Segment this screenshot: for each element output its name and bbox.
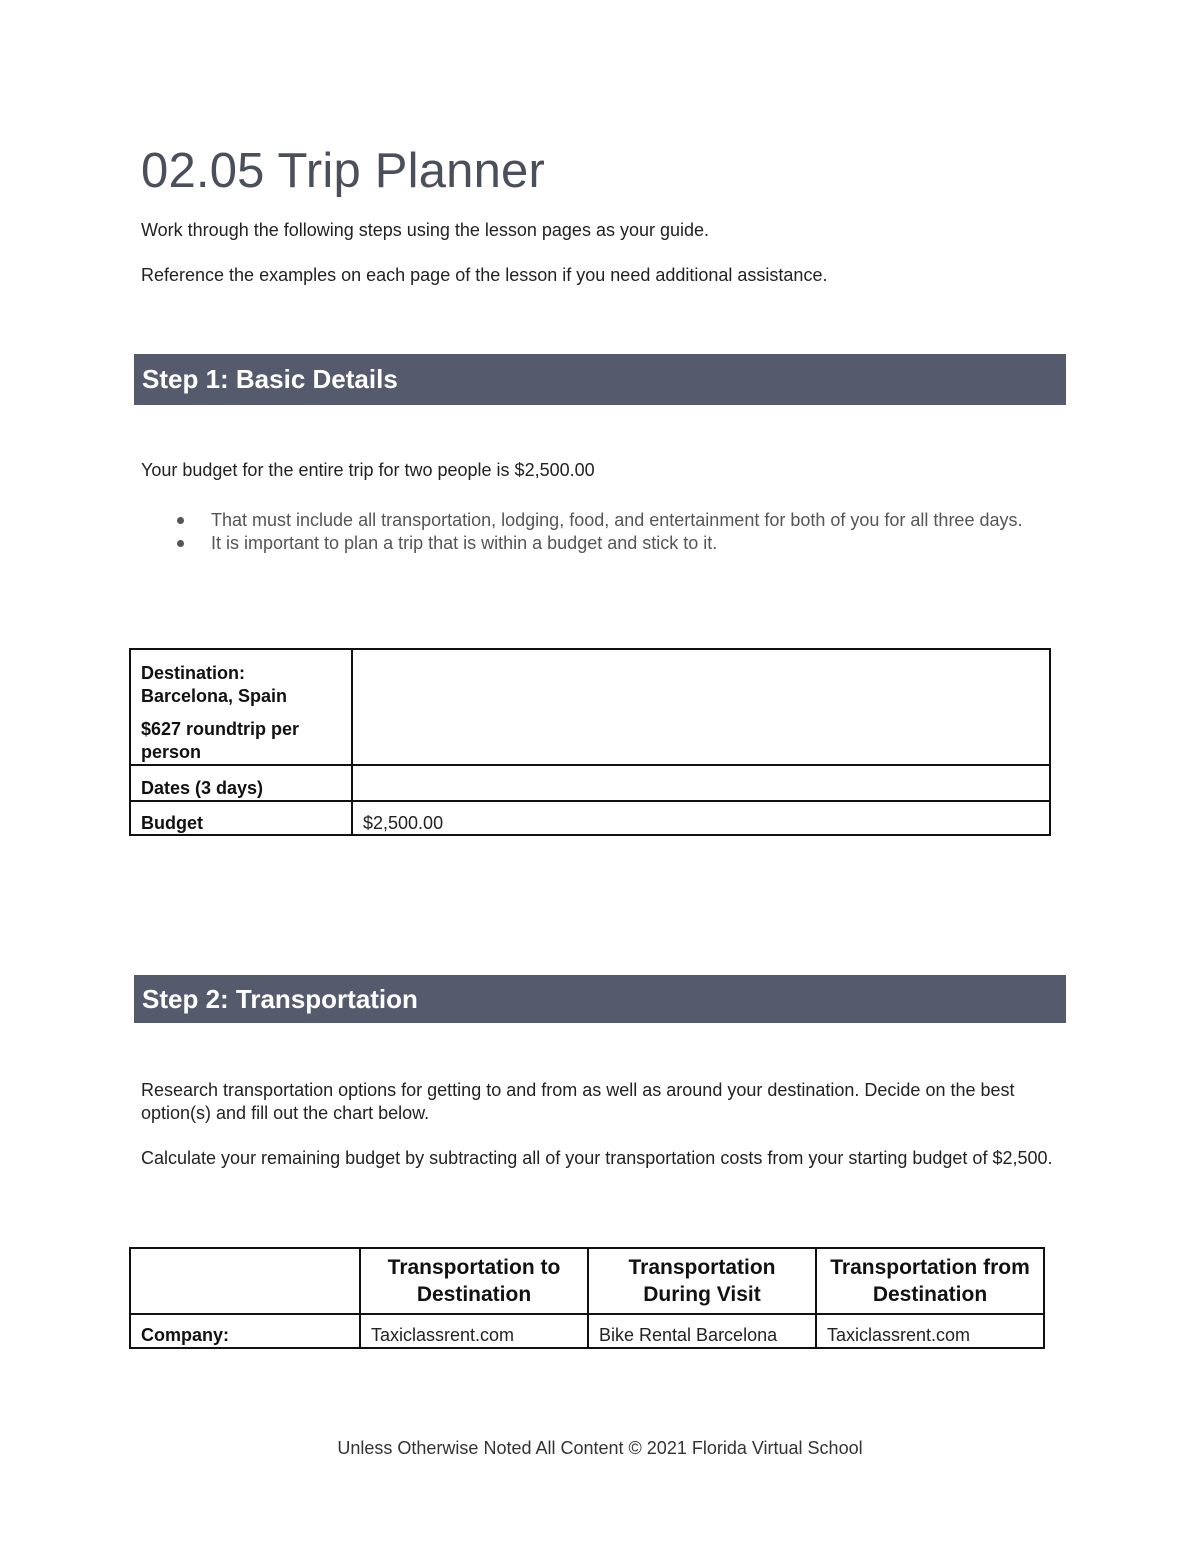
transportation-table bbox=[129, 1247, 1045, 1349]
intro-paragraph-1: Work through the following steps using the lesson pages as your guide. bbox=[141, 220, 710, 240]
table-header-cell: Transportation from Destination bbox=[816, 1248, 1044, 1314]
table-row-dates bbox=[130, 765, 1050, 801]
step2-banner bbox=[134, 975, 1066, 1023]
table-header-row bbox=[130, 1248, 1044, 1314]
table-row bbox=[130, 1314, 1044, 1348]
step2-paragraph-2: Calculate your remaining budget by subtracting all of your transportation costs from your starting budget of $2,500. bbox=[141, 1148, 1053, 1168]
intro-paragraph-2: Reference the examples on each page of the lesson if you need additional assistance. bbox=[141, 265, 828, 285]
bullet-text: That must include all transportation, lodging, food, and entertainment for both of you for all three days. bbox=[211, 510, 1023, 530]
footer-text: Unless Otherwise Noted All Content © 2021 Florida Virtual School bbox=[337, 1438, 863, 1458]
budget-value[interactable]: $2,500.00 bbox=[352, 801, 1050, 835]
dates-value-cell[interactable] bbox=[352, 765, 1050, 801]
step1-heading: Step 1: Basic Details bbox=[142, 364, 398, 394]
table-cell[interactable]: Taxiclassrent.com bbox=[360, 1314, 588, 1348]
table-header-cell: Transportation During Visit bbox=[588, 1248, 816, 1314]
destination-label-cell bbox=[130, 649, 352, 765]
table-row-budget bbox=[130, 801, 1050, 835]
bullet-dot-icon bbox=[177, 540, 184, 547]
bullet-item bbox=[176, 509, 1056, 532]
step2-heading: Step 2: Transportation bbox=[142, 983, 418, 1014]
step1-banner bbox=[134, 354, 1066, 405]
basic-details-table bbox=[129, 648, 1051, 836]
table-cell[interactable]: Bike Rental Barcelona bbox=[588, 1314, 816, 1348]
bullet-dot-icon bbox=[177, 517, 184, 524]
table-cell[interactable]: Taxiclassrent.com bbox=[816, 1314, 1044, 1348]
table-header-cell bbox=[130, 1248, 360, 1314]
destination-cost: $627 roundtrip per person bbox=[141, 719, 300, 762]
table-row-destination bbox=[130, 649, 1050, 765]
company-label: Company: bbox=[130, 1314, 360, 1348]
step1-budget-text: Your budget for the entire trip for two people is $2,500.00 bbox=[141, 460, 595, 480]
budget-label: Budget bbox=[130, 801, 352, 835]
dates-label: Dates (3 days) bbox=[130, 765, 352, 801]
table-header-cell: Transportation to Destination bbox=[360, 1248, 588, 1314]
bullet-text: It is important to plan a trip that is within a budget and stick to it. bbox=[211, 533, 718, 553]
page-title: 02.05 Trip Planner bbox=[141, 144, 546, 198]
step1-bullet-list bbox=[176, 509, 1056, 555]
destination-value-cell[interactable] bbox=[352, 649, 1050, 765]
step2-paragraph-1: Research transportation options for getting to and from as well as around your destination. Decide on the best option(s) and fill out the chart below. bbox=[141, 1080, 1015, 1123]
bullet-item bbox=[176, 532, 1056, 555]
destination-label: Destination: Barcelona, Spain bbox=[141, 663, 288, 706]
